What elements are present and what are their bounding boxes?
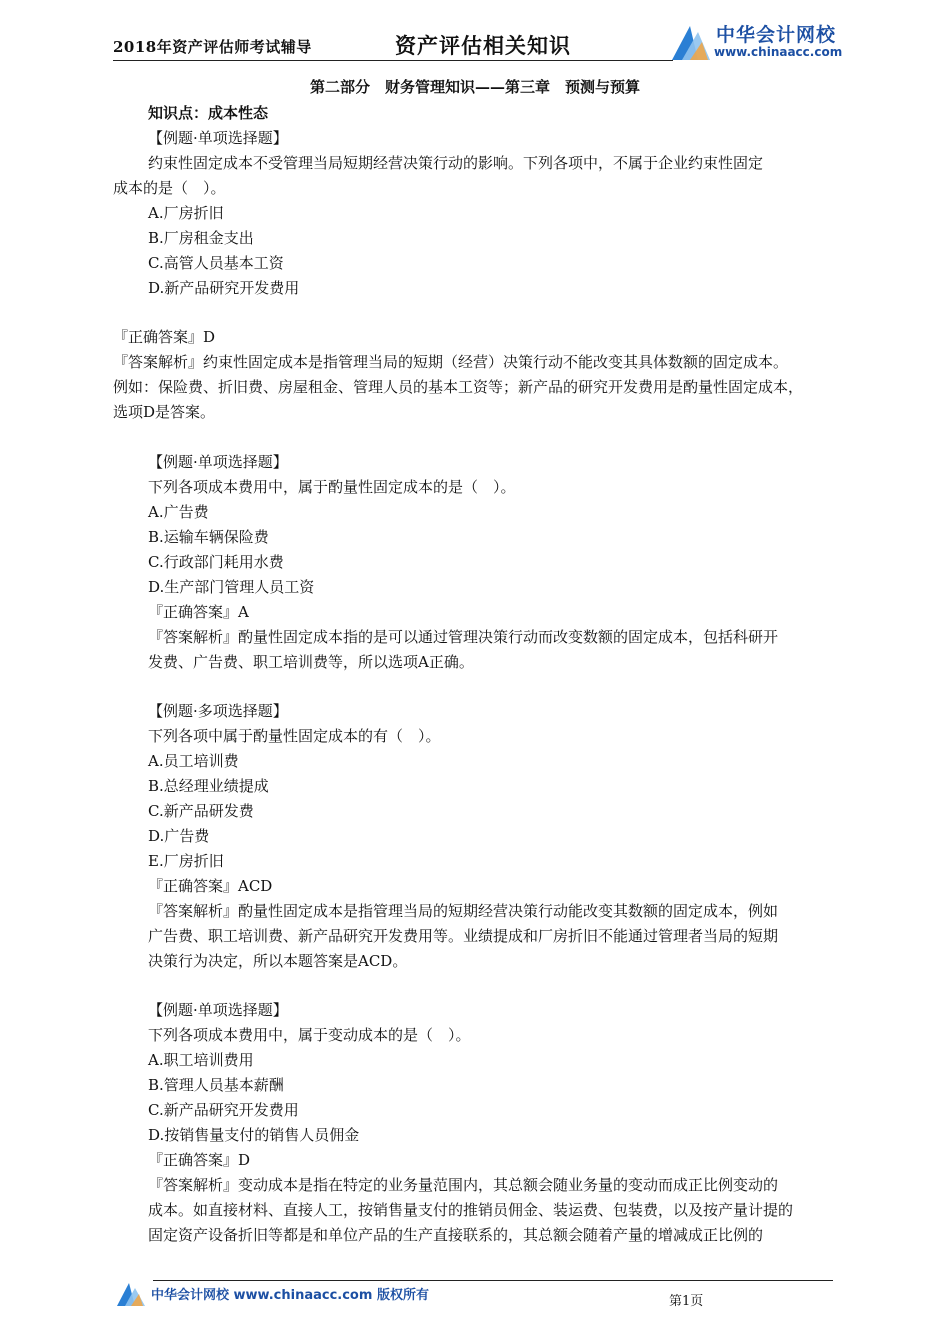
question-stem: 约束性固定成本不受管理当局短期经营决策行动的影响。下列各项中，不属于企业约束性固定 [148, 154, 764, 172]
option-item: A.厂房折旧 [148, 204, 224, 222]
header-exam-name: 2018年资产评估师考试辅导 [113, 38, 312, 56]
question-type-label: 【例题·单项选择题】 [148, 453, 288, 471]
answer-explanation: 广告费、职工培训费、新产品研究开发费用等。业绩提成和厂房折旧不能通过管理者当局的短期 [148, 927, 779, 945]
option-item: C.行政部门耗用水费 [148, 553, 284, 571]
logo-triangle-icon [668, 22, 712, 62]
correct-answer: 『正确答案』D [148, 1151, 251, 1169]
option-item: B.总经理业绩提成 [148, 777, 269, 795]
option-item: A.员工培训费 [148, 752, 239, 770]
question-type-label: 【例题·单项选择题】 [148, 1001, 288, 1019]
question-stem: 成本的是（ ）。 [113, 179, 226, 197]
knowledge-point-heading: 知识点：成本性态 [148, 104, 269, 122]
question-type-label: 【例题·单项选择题】 [148, 129, 288, 147]
logo-name: 中华会计网校 [716, 24, 837, 46]
answer-explanation: 固定资产设备折旧等都是和单位产品的生产直接联系的，其总额会随着产量的增减成正比例的 [148, 1226, 764, 1244]
question-stem: 下列各项中属于酌量性固定成本的有（ ）。 [148, 727, 441, 745]
option-item: B.厂房租金支出 [148, 229, 254, 247]
correct-answer: 『正确答案』ACD [148, 877, 273, 895]
answer-explanation: 发费、广告费、职工培训费等，所以选项A正确。 [148, 653, 474, 671]
question-type-label: 【例题·多项选择题】 [148, 702, 288, 720]
option-item: D.生产部门管理人员工资 [148, 578, 315, 596]
answer-explanation: 『答案解析』变动成本是指在特定的业务量范围内，其总额会随业务量的变动而成正比例变动的 [148, 1176, 779, 1194]
question-stem: 下列各项成本费用中，属于变动成本的是（ ）。 [148, 1026, 471, 1044]
page-header [113, 20, 843, 64]
option-item: B.运输车辆保险费 [148, 528, 269, 546]
logo-url: www.chinaacc.com [714, 45, 843, 59]
option-item: B.管理人员基本薪酬 [148, 1076, 284, 1094]
answer-explanation: 『答案解析』约束性固定成本是指管理当局的短期（经营）决策行动不能改变其具体数额的固定成本。 [113, 353, 789, 371]
option-item: D.新产品研究开发费用 [148, 279, 300, 297]
page-footer [113, 1272, 843, 1312]
chapter-title: 第二部分 财务管理知识——第三章 预测与预算 [309, 78, 640, 96]
correct-answer: 『正确答案』D [113, 328, 216, 346]
header-divider [113, 60, 673, 61]
option-item: C.新产品研发费 [148, 802, 254, 820]
option-item: A.职工培训费用 [148, 1051, 254, 1069]
answer-explanation: 『答案解析』酌量性固定成本是指管理当局的短期经营决策行动能改变其数额的固定成本，例如 [148, 902, 779, 920]
option-item: D.广告费 [148, 827, 210, 845]
option-item: D.按销售量支付的销售人员佣金 [148, 1126, 360, 1144]
option-item: E.厂房折旧 [148, 852, 224, 870]
correct-answer: 『正确答案』A [148, 603, 249, 621]
answer-explanation: 决策行为决定，所以本题答案是ACD。 [148, 952, 408, 970]
question-stem: 下列各项成本费用中，属于酌量性固定成本的是（ ）。 [148, 478, 516, 496]
footer-copyright: 中华会计网校 www.chinaacc.com 版权所有 [151, 1288, 429, 1303]
answer-explanation: 成本。如直接材料、直接人工，按销售量支付的推销员佣金、装运费、包装费，以及按产量计提的 [148, 1201, 794, 1219]
footer-divider [153, 1280, 833, 1281]
brand-logo [668, 20, 843, 64]
option-item: C.新产品研究开发费用 [148, 1101, 299, 1119]
answer-explanation: 『答案解析』酌量性固定成本指的是可以通过管理决策行动而改变数额的固定成本，包括科研开 [148, 628, 779, 646]
option-item: C.高管人员基本工资 [148, 254, 284, 272]
option-item: A.广告费 [148, 503, 209, 521]
header-subject: 资产评估相关知识 [395, 33, 571, 58]
answer-explanation: 选项D是答案。 [113, 403, 216, 421]
footer-logo-icon [115, 1280, 147, 1308]
page-number: 第1页 [669, 1294, 704, 1309]
answer-explanation: 例如：保险费、折旧费、房屋租金、管理人员的基本工资等；新产品的研究开发费用是酌量性固定成本， [113, 378, 804, 396]
